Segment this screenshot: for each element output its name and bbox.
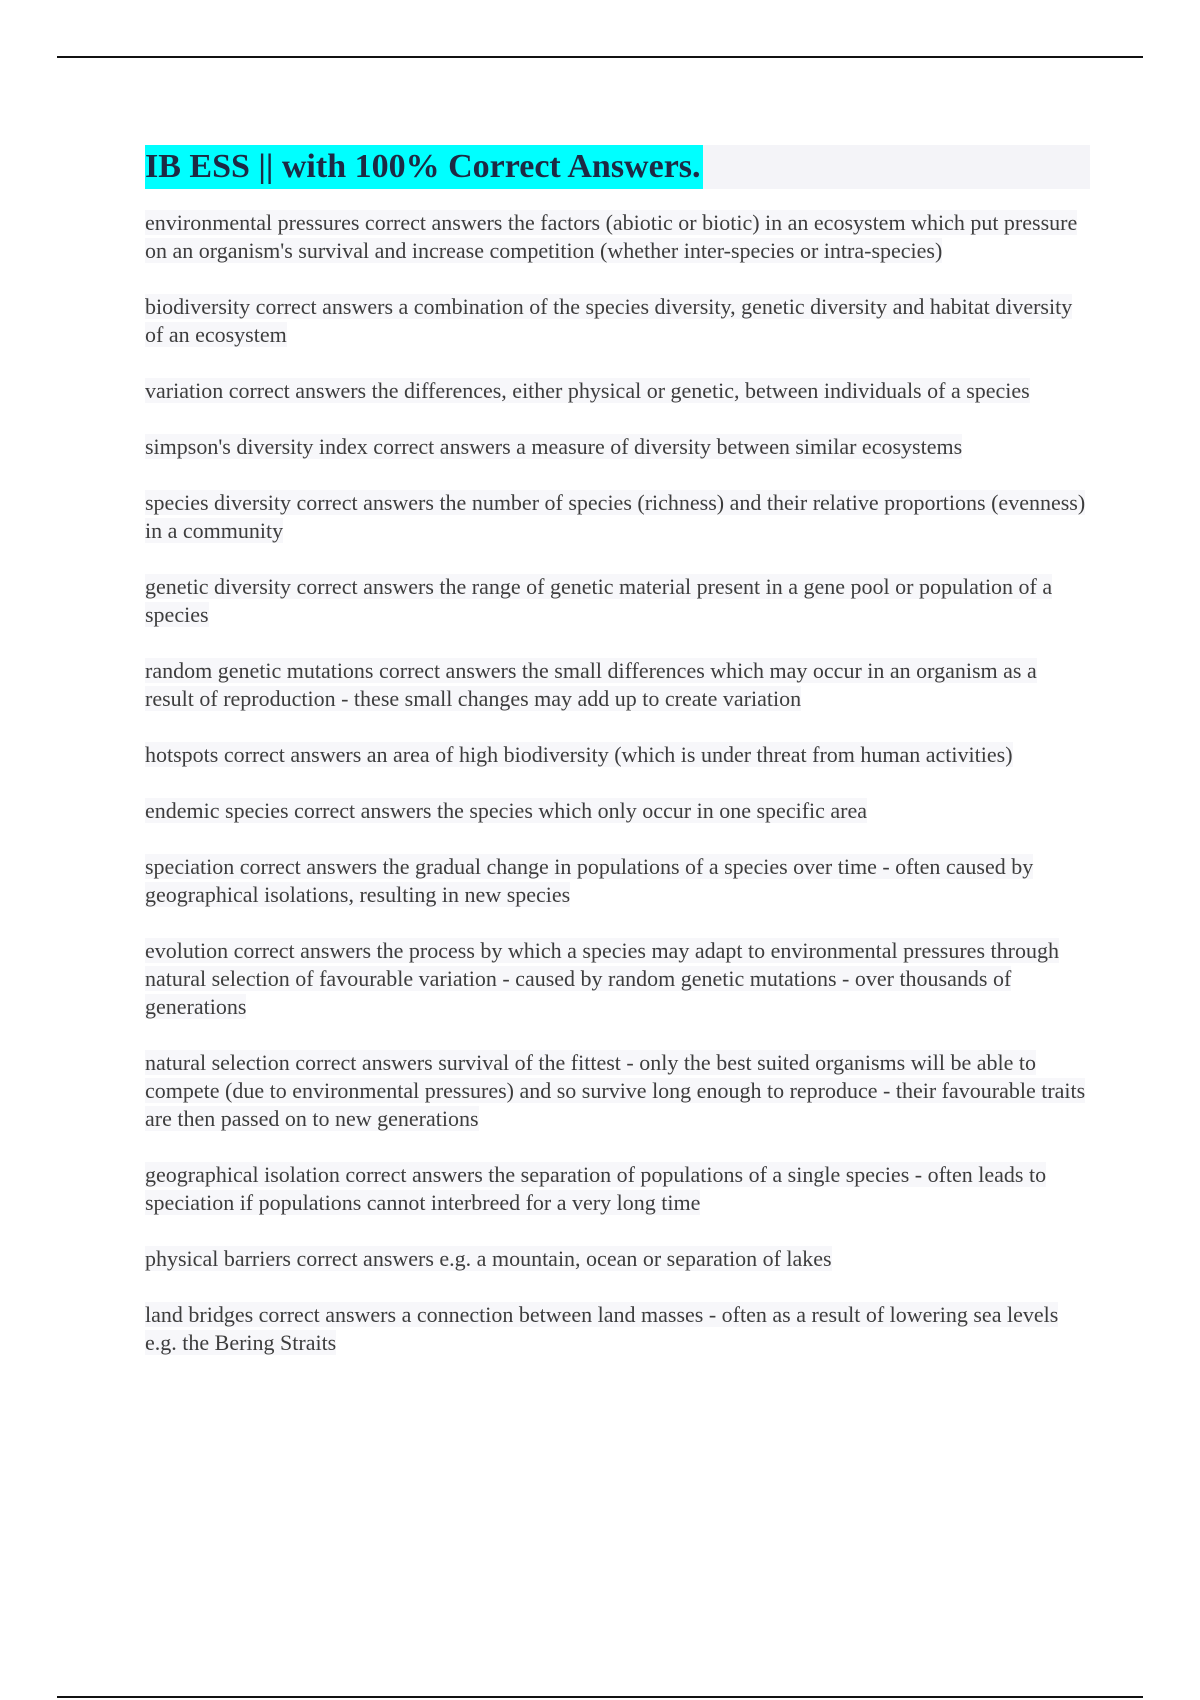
entry-text: evolution correct answers the process by which a species may adapt to environmental pressures through natural selection of favourable variation - caused by random genetic mutations - over thousands of generations — [145, 938, 1059, 1019]
list-item — [145, 1161, 1090, 1217]
list-item — [145, 741, 1090, 769]
list-item — [145, 1049, 1090, 1133]
list-item — [145, 377, 1090, 405]
list-item — [145, 1245, 1090, 1273]
list-item — [145, 937, 1090, 1021]
list-item — [145, 657, 1090, 713]
list-item — [145, 573, 1090, 629]
entry-text: endemic species correct answers the species which only occur in one specific area — [145, 798, 868, 823]
entry-text: physical barriers correct answers e.g. a mountain, ocean or separation of lakes — [145, 1246, 832, 1271]
entry-text: variation correct answers the differences, either physical or genetic, between individuals of a species — [145, 378, 1030, 403]
entry-text: genetic diversity correct answers the range of genetic material present in a gene pool or population of a species — [145, 574, 1053, 627]
entry-text: natural selection correct answers survival of the fittest - only the best suited organisms will be able to compete (due to environmental pressures) and so survive long enough to reproduce - their favourable traits are then passed on to new generations — [145, 1050, 1086, 1131]
entry-text: random genetic mutations correct answers the small differences which may occur in an organism as a result of reproduction - these small changes may add up to create variation — [145, 658, 1037, 711]
entry-list — [145, 209, 1090, 1357]
list-item — [145, 853, 1090, 909]
list-item — [145, 1301, 1090, 1357]
entry-text: species diversity correct answers the number of species (richness) and their relative proportions (evenness) in a community — [145, 490, 1086, 543]
footer-rule — [57, 1696, 1143, 1698]
list-item — [145, 433, 1090, 461]
entry-text: geographical isolation correct answers the separation of populations of a single species - often leads to speciation if populations cannot interbreed for a very long time — [145, 1162, 1047, 1215]
entry-text: hotspots correct answers an area of high biodiversity (which is under threat from human activities) — [145, 742, 1013, 767]
header-rule — [57, 56, 1143, 58]
entry-text: land bridges correct answers a connection between land masses - often as a result of lowering sea levels e.g. the Bering Straits — [145, 1302, 1059, 1355]
document-content — [145, 145, 1090, 1385]
entry-text: biodiversity correct answers a combination of the species diversity, genetic diversity and habitat diversity of an ecosystem — [145, 294, 1073, 347]
title-band — [145, 145, 1090, 189]
list-item — [145, 293, 1090, 349]
list-item — [145, 489, 1090, 545]
list-item — [145, 797, 1090, 825]
entry-text: environmental pressures correct answers the factors (abiotic or biotic) in an ecosystem which put pressure on an organism's survival and increase competition (whether inter-species or intra-species) — [145, 210, 1078, 263]
entry-text: simpson's diversity index correct answers a measure of diversity between similar ecosystems — [145, 434, 963, 459]
entry-text: speciation correct answers the gradual change in populations of a species over time - often caused by geographical isolations, resulting in new species — [145, 854, 1034, 907]
list-item — [145, 209, 1090, 265]
document-title: IB ESS || with 100% Correct Answers. — [145, 145, 703, 189]
